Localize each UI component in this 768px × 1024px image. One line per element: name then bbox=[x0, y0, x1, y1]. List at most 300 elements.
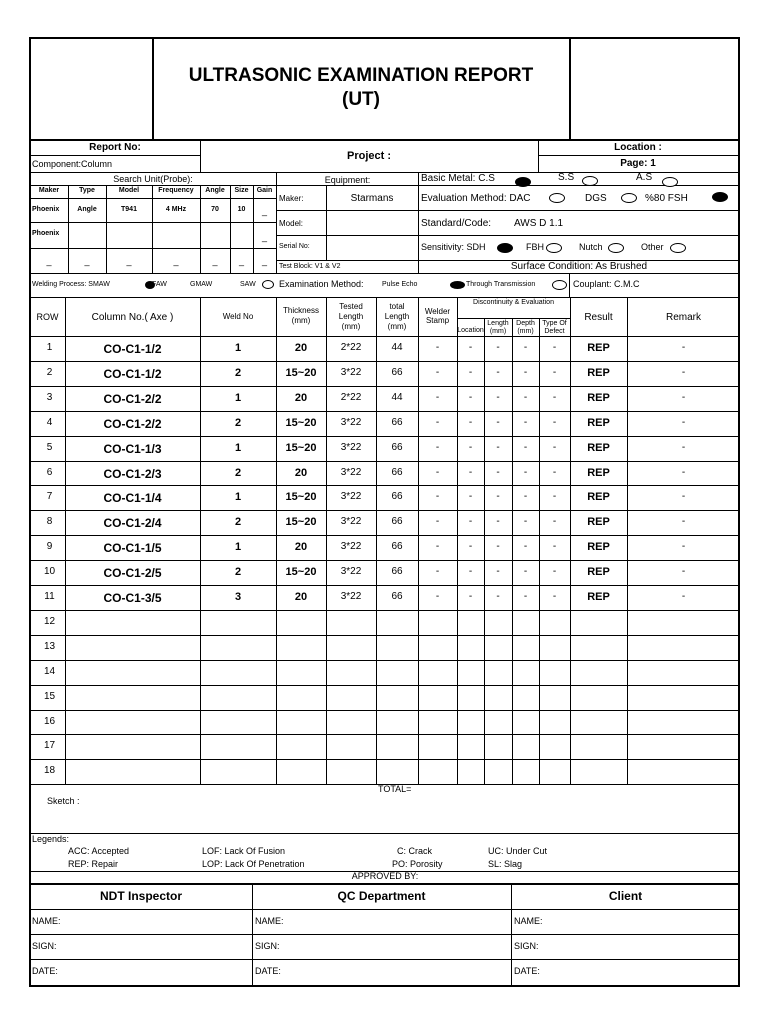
thickness-cell: 15~20 bbox=[285, 442, 317, 454]
remark-cell: - bbox=[681, 417, 686, 428]
divider bbox=[276, 210, 418, 211]
through-transmission-label: Through Transmission bbox=[466, 281, 536, 288]
header-depth-unit: (mm) bbox=[517, 328, 534, 335]
divider bbox=[30, 185, 276, 186]
total-label: TOTAL= bbox=[378, 784, 412, 794]
total-length-cell: 66 bbox=[391, 367, 403, 378]
location-cell: - bbox=[468, 491, 473, 502]
row-number: 9 bbox=[46, 541, 53, 552]
total-length-cell: 66 bbox=[391, 516, 403, 527]
weld-no-cell: 1 bbox=[234, 392, 242, 404]
depth-cell: - bbox=[523, 491, 528, 502]
divider bbox=[276, 235, 418, 236]
depth-cell: - bbox=[523, 342, 528, 353]
divider bbox=[30, 734, 740, 735]
weld-no-cell: 1 bbox=[234, 342, 242, 354]
column-no-cell: CO-C1-1/2 bbox=[103, 367, 162, 381]
result-cell: REP bbox=[587, 467, 610, 479]
row-number: 6 bbox=[46, 467, 53, 478]
as-label: A.S bbox=[636, 172, 653, 183]
other-radio[interactable] bbox=[670, 243, 686, 253]
probe-cell: Angle bbox=[77, 206, 97, 213]
welding-process-label: Welding Process: SMAW bbox=[32, 281, 110, 288]
divider bbox=[30, 461, 740, 462]
probe-header-maker: Maker bbox=[38, 187, 60, 194]
welder-stamp-cell: - bbox=[435, 541, 440, 552]
type-cell: - bbox=[552, 491, 557, 502]
depth-cell: - bbox=[523, 467, 528, 478]
header-result: Result bbox=[584, 312, 613, 323]
divider bbox=[30, 510, 740, 511]
length-cell: - bbox=[496, 566, 500, 577]
result-cell: REP bbox=[587, 516, 610, 528]
divider bbox=[569, 38, 571, 139]
thickness-cell: 15~20 bbox=[285, 566, 317, 578]
divider bbox=[30, 297, 740, 298]
total-length-cell: 66 bbox=[391, 467, 403, 478]
ss-label: S.S bbox=[558, 172, 575, 183]
probe-cell: Phoenix bbox=[32, 230, 60, 237]
type-cell: - bbox=[552, 541, 557, 552]
divider bbox=[569, 273, 570, 297]
surface-condition: Surface Condition: As Brushed bbox=[510, 261, 648, 272]
tested-length-cell: 3*22 bbox=[340, 566, 362, 577]
result-cell: REP bbox=[587, 367, 610, 379]
total-length-cell: 66 bbox=[391, 442, 403, 453]
probe-cell: 4 MHz bbox=[165, 206, 187, 213]
weld-no-cell: 2 bbox=[234, 367, 242, 379]
tested-length-cell: 3*22 bbox=[340, 541, 362, 552]
total-length-cell: 66 bbox=[391, 591, 403, 602]
header-column-no: Column No.( Axe ) bbox=[91, 312, 174, 323]
depth-cell: - bbox=[523, 566, 528, 577]
header-tested-length: Length bbox=[338, 312, 364, 321]
column-no-cell: CO-C1-2/5 bbox=[103, 566, 162, 580]
saw-radio[interactable] bbox=[262, 280, 274, 289]
length-cell: - bbox=[496, 541, 500, 552]
report-title-line2: (UT) bbox=[342, 89, 380, 110]
equipment-maker-label: Maker: bbox=[279, 194, 304, 203]
probe-cell: _ bbox=[212, 256, 218, 266]
row-number: 8 bbox=[46, 516, 53, 527]
result-cell: REP bbox=[587, 591, 610, 603]
row-number: 10 bbox=[43, 566, 56, 577]
header-total-length: Length bbox=[384, 312, 410, 321]
type-cell: - bbox=[552, 442, 557, 453]
depth-cell: - bbox=[523, 541, 528, 552]
fsh-label: %80 FSH bbox=[645, 193, 688, 204]
divider bbox=[30, 883, 740, 885]
column-no-cell: CO-C1-2/2 bbox=[103, 392, 162, 406]
client-header: Client bbox=[608, 889, 643, 903]
standard-value: AWS D 1.1 bbox=[514, 218, 564, 229]
approved-by-label: APPROVED BY: bbox=[351, 871, 419, 881]
divider bbox=[30, 411, 740, 412]
length-cell: - bbox=[496, 467, 500, 478]
divider bbox=[30, 336, 740, 337]
divider bbox=[30, 685, 740, 686]
remark-cell: - bbox=[681, 591, 686, 602]
fsh-radio-filled[interactable] bbox=[712, 192, 728, 202]
depth-cell: - bbox=[523, 442, 528, 453]
probe-cell: _ bbox=[261, 232, 267, 242]
header-type: Type Of bbox=[542, 320, 567, 327]
header-type-defect: Defect bbox=[544, 328, 565, 335]
remark-cell: - bbox=[681, 367, 686, 378]
fbh-radio[interactable] bbox=[546, 243, 562, 253]
header-location: Location bbox=[457, 327, 484, 334]
probe-title: Search Unit(Probe): bbox=[113, 174, 193, 184]
pulse-echo-radio-filled[interactable] bbox=[450, 281, 465, 289]
length-cell: - bbox=[496, 417, 500, 428]
divider bbox=[30, 436, 740, 437]
column-no-cell: CO-C1-1/4 bbox=[103, 491, 162, 505]
total-length-cell: 66 bbox=[391, 541, 403, 552]
welder-stamp-cell: - bbox=[435, 467, 440, 478]
legend-item: ACC: Accepted bbox=[68, 846, 130, 856]
weld-no-cell: 3 bbox=[234, 591, 242, 603]
as-radio[interactable] bbox=[662, 177, 678, 187]
type-cell: - bbox=[552, 367, 557, 378]
dgs-radio[interactable] bbox=[621, 193, 637, 203]
header-total: total bbox=[389, 302, 405, 311]
total-length-cell: 66 bbox=[391, 566, 403, 577]
test-block-label: Test Block: V1 & V2 bbox=[279, 263, 341, 270]
divider bbox=[30, 934, 740, 935]
type-cell: - bbox=[552, 417, 557, 428]
legend-item: SL: Slag bbox=[488, 859, 523, 869]
thickness-cell: 20 bbox=[294, 392, 308, 404]
thickness-cell: 15~20 bbox=[285, 491, 317, 503]
remark-cell: - bbox=[681, 442, 686, 453]
nutch-label: Nutch bbox=[579, 242, 603, 252]
total-length-cell: 44 bbox=[391, 342, 403, 353]
legend-item: REP: Repair bbox=[68, 859, 119, 869]
divider bbox=[276, 172, 277, 273]
location-cell: - bbox=[468, 467, 473, 478]
divider bbox=[418, 185, 740, 186]
divider bbox=[30, 273, 740, 274]
sensitivity-label: Sensitivity: SDH bbox=[421, 242, 486, 252]
location-cell: - bbox=[468, 417, 473, 428]
result-cell: REP bbox=[587, 491, 610, 503]
length-cell: - bbox=[496, 442, 500, 453]
divider bbox=[30, 660, 740, 661]
faw-label: FAW bbox=[152, 281, 167, 288]
sketch-label: Sketch : bbox=[47, 796, 80, 806]
location-cell: - bbox=[468, 566, 473, 577]
legend-item: LOF: Lack Of Fusion bbox=[202, 846, 286, 856]
depth-cell: - bbox=[523, 516, 528, 527]
total-length-cell: 66 bbox=[391, 491, 403, 502]
length-cell: - bbox=[496, 491, 500, 502]
nutch-radio[interactable] bbox=[608, 243, 624, 253]
saw-label: SAW bbox=[240, 281, 256, 288]
ss-radio[interactable] bbox=[582, 176, 598, 186]
length-cell: - bbox=[496, 591, 500, 602]
row-number: 11 bbox=[44, 591, 55, 602]
column-no-cell: CO-C1-3/5 bbox=[103, 591, 162, 605]
welder-stamp-cell: - bbox=[435, 516, 440, 527]
welder-stamp-cell: - bbox=[435, 591, 440, 602]
result-cell: REP bbox=[587, 342, 610, 354]
qc-sign-field[interactable]: SIGN: bbox=[255, 941, 280, 951]
tested-length-cell: 3*22 bbox=[340, 591, 362, 602]
header-thickness-unit: (mm) bbox=[291, 316, 311, 325]
divider bbox=[30, 386, 740, 387]
couplant-label: Couplant: C.M.C bbox=[573, 279, 640, 289]
column-no-cell: CO-C1-2/3 bbox=[103, 467, 162, 481]
divider bbox=[30, 535, 740, 536]
header-remark: Remark bbox=[665, 312, 701, 323]
probe-cell: _ bbox=[84, 256, 90, 266]
divider bbox=[418, 210, 740, 211]
page-label: Page: 1 bbox=[620, 158, 656, 169]
column-no-cell: CO-C1-2/2 bbox=[103, 417, 162, 431]
evaluation-method-label: Evaluation Method: DAC bbox=[421, 193, 531, 204]
tested-length-cell: 3*22 bbox=[340, 467, 362, 478]
divider bbox=[30, 172, 740, 173]
divider bbox=[418, 172, 419, 273]
divider bbox=[30, 710, 740, 711]
column-no-cell: CO-C1-2/4 bbox=[103, 516, 162, 530]
divider bbox=[30, 361, 740, 362]
remark-cell: - bbox=[681, 467, 686, 478]
weld-no-cell: 2 bbox=[234, 566, 242, 578]
location-cell: - bbox=[468, 516, 473, 527]
header-tested: Tested bbox=[339, 302, 363, 311]
header-row: ROW bbox=[36, 312, 59, 322]
header-welder: Welder bbox=[424, 307, 451, 316]
thickness-cell: 15~20 bbox=[285, 516, 317, 528]
welder-stamp-cell: - bbox=[435, 342, 440, 353]
component-label: Component:Column bbox=[32, 159, 113, 169]
other-label: Other bbox=[641, 242, 664, 252]
thickness-cell: 20 bbox=[294, 541, 308, 553]
legend-item: C: Crack bbox=[397, 846, 433, 856]
legend-item: UC: Under Cut bbox=[488, 846, 548, 856]
pulse-echo-label: Pulse Echo bbox=[382, 281, 418, 288]
row-number: 16 bbox=[43, 716, 56, 727]
divider bbox=[418, 235, 740, 236]
welder-stamp-cell: - bbox=[435, 417, 440, 428]
type-cell: - bbox=[552, 392, 557, 403]
report-title-line1: ULTRASONIC EXAMINATION REPORT bbox=[188, 65, 534, 86]
thickness-cell: 20 bbox=[294, 467, 308, 479]
header-length: Length bbox=[487, 320, 509, 327]
weld-no-cell: 1 bbox=[234, 442, 242, 454]
total-length-cell: 44 bbox=[391, 392, 403, 403]
tested-length-cell: 3*22 bbox=[340, 516, 362, 527]
weld-no-cell: 2 bbox=[234, 417, 242, 429]
depth-cell: - bbox=[523, 591, 528, 602]
header-depth: Depth bbox=[516, 320, 535, 327]
row-number: 18 bbox=[43, 765, 56, 776]
report-title bbox=[154, 64, 568, 112]
divider bbox=[30, 222, 276, 223]
length-cell: - bbox=[496, 516, 500, 527]
header-discontinuity: Discontinuity & Evaluation bbox=[473, 299, 554, 306]
row-number: 2 bbox=[46, 367, 53, 378]
equipment-model-label: Model: bbox=[279, 219, 304, 228]
probe-header-size: Size bbox=[234, 187, 249, 194]
equipment-serial-label: Serial No: bbox=[279, 243, 310, 250]
type-cell: - bbox=[552, 467, 557, 478]
legends-title: Legends: bbox=[32, 834, 70, 844]
thickness-cell: 15~20 bbox=[285, 417, 317, 429]
row-number: 7 bbox=[46, 491, 53, 502]
remark-cell: - bbox=[681, 342, 686, 353]
qc-department-header: QC Department bbox=[337, 889, 426, 903]
location-cell: - bbox=[468, 342, 473, 353]
probe-cell: 70 bbox=[211, 206, 219, 213]
location-cell: - bbox=[468, 367, 473, 378]
divider bbox=[30, 248, 276, 249]
location-cell: - bbox=[468, 392, 473, 403]
welder-stamp-cell: - bbox=[435, 566, 440, 577]
divider bbox=[30, 560, 740, 561]
result-cell: REP bbox=[587, 417, 610, 429]
header-total-unit: (mm) bbox=[387, 322, 407, 331]
probe-cell: T941 bbox=[121, 206, 137, 213]
location-cell: - bbox=[468, 591, 473, 602]
welder-stamp-cell: - bbox=[435, 392, 440, 403]
ndt-inspector-header: NDT Inspector bbox=[99, 889, 182, 903]
legend-item: PO: Porosity bbox=[392, 859, 443, 869]
thickness-cell: 15~20 bbox=[285, 367, 317, 379]
weld-no-cell: 2 bbox=[234, 467, 242, 479]
standard-label: Standard/Code: bbox=[421, 218, 492, 229]
column-no-cell: CO-C1-1/5 bbox=[103, 541, 162, 555]
divider bbox=[30, 909, 740, 910]
qc-name-field[interactable]: NAME: bbox=[255, 916, 284, 926]
remark-cell: - bbox=[681, 491, 686, 502]
cs-radio-filled[interactable] bbox=[515, 177, 531, 187]
divider bbox=[30, 485, 740, 486]
header-thickness: Thickness bbox=[282, 306, 319, 315]
probe-header-angle: Angle bbox=[205, 187, 225, 194]
dgs-label: DGS bbox=[585, 193, 607, 204]
client-sign-field[interactable]: SIGN: bbox=[514, 941, 539, 951]
client-date-field[interactable]: DATE: bbox=[514, 966, 540, 976]
remark-cell: - bbox=[681, 392, 686, 403]
divider bbox=[30, 198, 276, 199]
probe-cell: _ bbox=[173, 256, 179, 266]
row-number: 5 bbox=[46, 442, 53, 453]
qc-date-field[interactable]: DATE: bbox=[255, 966, 281, 976]
ndt-name-field[interactable]: NAME: bbox=[32, 916, 61, 926]
client-name-field[interactable]: NAME: bbox=[514, 916, 543, 926]
ndt-date-field[interactable]: DATE: bbox=[32, 966, 58, 976]
weld-no-cell: 1 bbox=[234, 491, 242, 503]
tested-length-cell: 3*22 bbox=[340, 442, 362, 453]
result-cell: REP bbox=[587, 392, 610, 404]
sdh-radio-filled[interactable] bbox=[497, 243, 513, 253]
column-no-cell: CO-C1-1/2 bbox=[103, 342, 162, 356]
report-no-label: Report No: bbox=[89, 142, 141, 153]
tested-length-cell: 3*22 bbox=[340, 417, 362, 428]
tested-length-cell: 3*22 bbox=[340, 491, 362, 502]
tested-length-cell: 2*22 bbox=[340, 392, 362, 403]
welder-stamp-cell: - bbox=[435, 442, 440, 453]
row-number: 15 bbox=[43, 691, 56, 702]
location-cell: - bbox=[468, 442, 473, 453]
probe-cell: _ bbox=[261, 256, 267, 266]
probe-cell: Phoenix bbox=[32, 206, 60, 213]
gmaw-label: GMAW bbox=[190, 281, 213, 288]
divider bbox=[30, 759, 740, 760]
header-length-unit: (mm) bbox=[489, 328, 507, 335]
divider bbox=[30, 833, 740, 834]
probe-cell: _ bbox=[238, 256, 244, 266]
probe-header-frequency: Frequency bbox=[158, 187, 194, 194]
divider bbox=[276, 185, 418, 186]
length-cell: - bbox=[496, 342, 500, 353]
through-transmission-radio[interactable] bbox=[552, 280, 567, 290]
depth-cell: - bbox=[523, 367, 528, 378]
column-no-cell: CO-C1-1/3 bbox=[103, 442, 162, 456]
equipment-maker-value: Starmans bbox=[350, 193, 394, 204]
divider bbox=[30, 585, 740, 586]
divider bbox=[30, 610, 740, 611]
tested-length-cell: 2*22 bbox=[340, 342, 362, 353]
row-number: 13 bbox=[43, 641, 56, 652]
divider bbox=[30, 959, 740, 960]
row-number: 17 bbox=[43, 740, 56, 751]
remark-cell: - bbox=[681, 566, 686, 577]
tested-length-cell: 3*22 bbox=[340, 367, 362, 378]
depth-cell: - bbox=[523, 417, 528, 428]
type-cell: - bbox=[552, 591, 557, 602]
row-number: 4 bbox=[46, 417, 53, 428]
location-label: Location : bbox=[614, 142, 662, 153]
thickness-cell: 20 bbox=[294, 591, 308, 603]
thickness-cell: 20 bbox=[294, 342, 308, 354]
ndt-sign-field[interactable]: SIGN: bbox=[32, 941, 57, 951]
equipment-title: Equipment: bbox=[324, 175, 371, 185]
remark-cell: - bbox=[681, 516, 686, 527]
divider bbox=[30, 155, 200, 156]
result-cell: REP bbox=[587, 541, 610, 553]
probe-cell: _ bbox=[46, 256, 52, 266]
basic-metal-label: Basic Metal: C.S bbox=[421, 173, 495, 184]
header-tested-unit: (mm) bbox=[341, 322, 361, 331]
row-number: 1 bbox=[46, 342, 53, 353]
fbh-label: FBH bbox=[526, 242, 544, 252]
divider bbox=[30, 635, 740, 636]
probe-header-model: Model bbox=[118, 187, 140, 194]
length-cell: - bbox=[496, 367, 500, 378]
total-length-cell: 66 bbox=[391, 417, 403, 428]
location-cell: - bbox=[468, 541, 473, 552]
dac-radio[interactable] bbox=[549, 193, 565, 203]
depth-cell: - bbox=[523, 392, 528, 403]
remark-cell: - bbox=[681, 541, 686, 552]
type-cell: - bbox=[552, 516, 557, 527]
result-cell: REP bbox=[587, 442, 610, 454]
divider bbox=[538, 155, 740, 156]
project-label: Project : bbox=[346, 150, 391, 162]
probe-cell: _ bbox=[261, 206, 267, 216]
weld-no-cell: 1 bbox=[234, 541, 242, 553]
divider bbox=[457, 318, 570, 319]
exam-method-label: Examination Method: bbox=[279, 279, 364, 289]
legend-item: LOP: Lack Of Penetration bbox=[202, 859, 305, 869]
probe-cell: 10 bbox=[237, 206, 246, 213]
type-cell: - bbox=[552, 566, 557, 577]
row-number: 14 bbox=[43, 666, 56, 677]
probe-header-gain: Gain bbox=[256, 187, 273, 194]
